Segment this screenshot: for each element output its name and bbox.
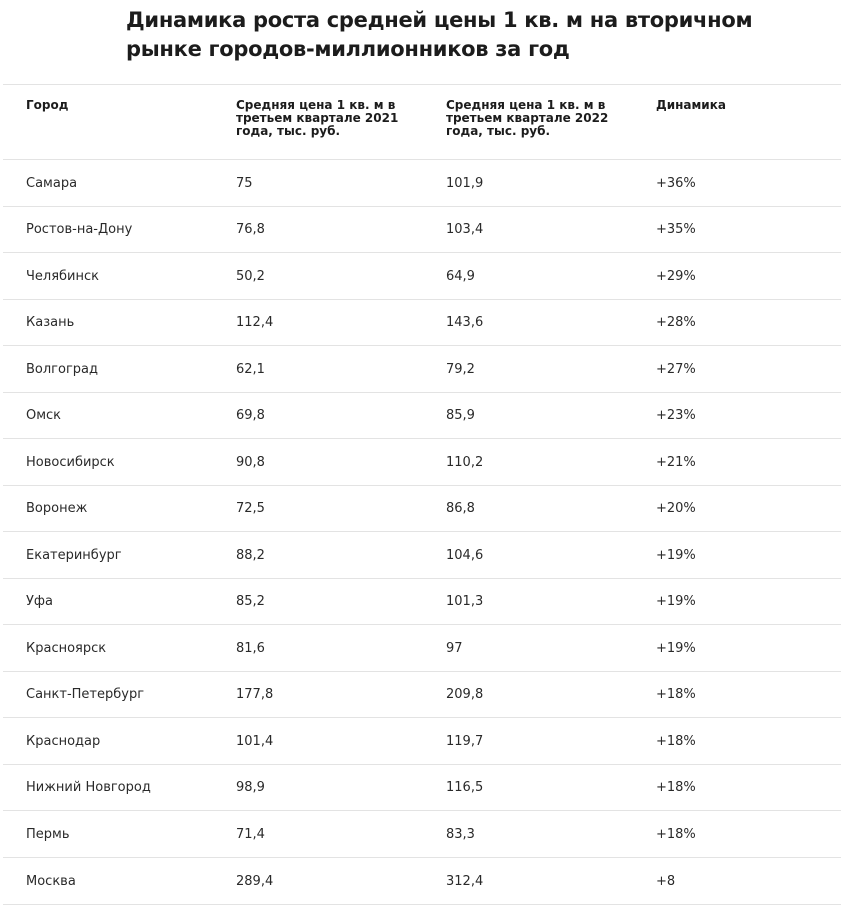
cell-price-2021: 101,4 (236, 733, 274, 749)
cell-price-2022: 86,8 (446, 501, 475, 516)
cell-dynamics: +28% (656, 315, 696, 330)
cell-dynamics: +27% (656, 361, 696, 377)
cell-price-2022: 116,5 (446, 780, 484, 795)
cell-price-2022: 101,3 (446, 594, 484, 609)
cell-price-2022: 79,2 (446, 361, 475, 377)
cell-price-2021: 98,9 (236, 780, 265, 795)
cell-price-2022: 143,6 (446, 315, 484, 330)
cell-price-2022: 209,8 (446, 687, 484, 702)
cell-dynamics: +18% (656, 780, 696, 795)
cell-price-2021: 88,2 (236, 547, 265, 563)
table-row (3, 811, 841, 858)
cell-price-2022: 97 (446, 640, 463, 656)
cell-city: Воронеж (26, 501, 88, 516)
table-row (3, 253, 841, 300)
table-row (3, 625, 841, 672)
cell-city: Самара (26, 175, 78, 191)
cell-price-2022: 110,2 (446, 454, 484, 470)
cell-dynamics: +20% (656, 501, 696, 516)
table-row (3, 672, 841, 718)
cell-city: Краснодар (26, 733, 101, 749)
table-row (3, 439, 841, 486)
cell-price-2021: 72,5 (236, 501, 265, 516)
cell-dynamics: +23% (656, 408, 696, 423)
cell-city: Уфа (26, 594, 54, 609)
cell-city: Новосибирск (26, 454, 115, 470)
table-row (3, 765, 841, 811)
cell-price-2021: 50,2 (236, 268, 265, 284)
cell-city: Пермь (26, 826, 70, 842)
cell-city: Омск (26, 408, 62, 423)
table-header-row (3, 84, 841, 160)
cell-dynamics: +18% (656, 826, 696, 842)
cell-dynamics: +18% (656, 687, 696, 702)
table-row (3, 579, 841, 625)
table-row (3, 207, 841, 253)
cell-city: Ростов-на-Дону (26, 222, 133, 237)
cell-price-2022: 103,4 (446, 222, 484, 237)
cell-city: Москва (26, 873, 76, 889)
table-row (3, 346, 841, 393)
table-row (3, 486, 841, 532)
cell-dynamics: +29% (656, 268, 696, 284)
header-price-2021: Средняя цена 1 кв. м в третьем квартале 2021 года, тыс. руб. (236, 98, 399, 138)
cell-price-2021: 75 (236, 175, 253, 191)
cell-price-2021: 112,4 (236, 315, 274, 330)
cell-price-2021: 85,2 (236, 594, 265, 609)
cell-price-2021: 90,8 (236, 454, 265, 470)
cell-price-2021: 71,4 (236, 826, 265, 842)
header-price-2022: Средняя цена 1 кв. м в третьем квартале 2022 года, тыс. руб. (446, 98, 609, 138)
cell-price-2022: 101,9 (446, 175, 484, 191)
cell-price-2022: 119,7 (446, 733, 484, 749)
header-city: Город (26, 98, 69, 112)
table-row (3, 160, 841, 207)
cell-dynamics: +18% (656, 733, 696, 749)
cell-price-2021: 62,1 (236, 361, 265, 377)
cell-dynamics: +19% (656, 547, 696, 563)
cell-price-2021: 289,4 (236, 873, 274, 889)
cell-price-2021: 177,8 (236, 687, 274, 702)
cell-dynamics: +36% (656, 175, 696, 191)
cell-price-2022: 104,6 (446, 547, 484, 563)
cell-city: Казань (26, 315, 75, 330)
table-row (3, 393, 841, 439)
cell-price-2022: 312,4 (446, 873, 484, 889)
table-row (3, 300, 841, 346)
cell-dynamics: +8 (656, 873, 676, 889)
cell-city: Нижний Новгород (26, 780, 151, 795)
cell-city: Волгоград (26, 361, 99, 377)
cell-city: Челябинск (26, 268, 100, 284)
cell-price-2022: 83,3 (446, 826, 475, 842)
cell-dynamics: +19% (656, 594, 696, 609)
cell-price-2021: 76,8 (236, 222, 265, 237)
cell-city: Санкт-Петербург (26, 687, 145, 702)
cell-dynamics: +21% (656, 454, 696, 470)
table-title: Динамика роста средней цены 1 кв. м на вторичном рынке городов-миллионников за год (126, 8, 753, 61)
cell-price-2022: 85,9 (446, 408, 475, 423)
cell-dynamics: +35% (656, 222, 696, 237)
data-table (3, 84, 841, 905)
cell-price-2022: 64,9 (446, 268, 475, 284)
cell-price-2021: 81,6 (236, 640, 265, 656)
cell-city: Екатеринбург (26, 547, 122, 563)
header-dynamics: Динамика (656, 98, 726, 112)
table-body (3, 160, 841, 905)
cell-dynamics: +19% (656, 640, 696, 656)
cell-city: Красноярск (26, 640, 107, 656)
table-row (3, 718, 841, 765)
cell-price-2021: 69,8 (236, 408, 265, 423)
table-row (3, 858, 841, 905)
table-row (3, 532, 841, 579)
